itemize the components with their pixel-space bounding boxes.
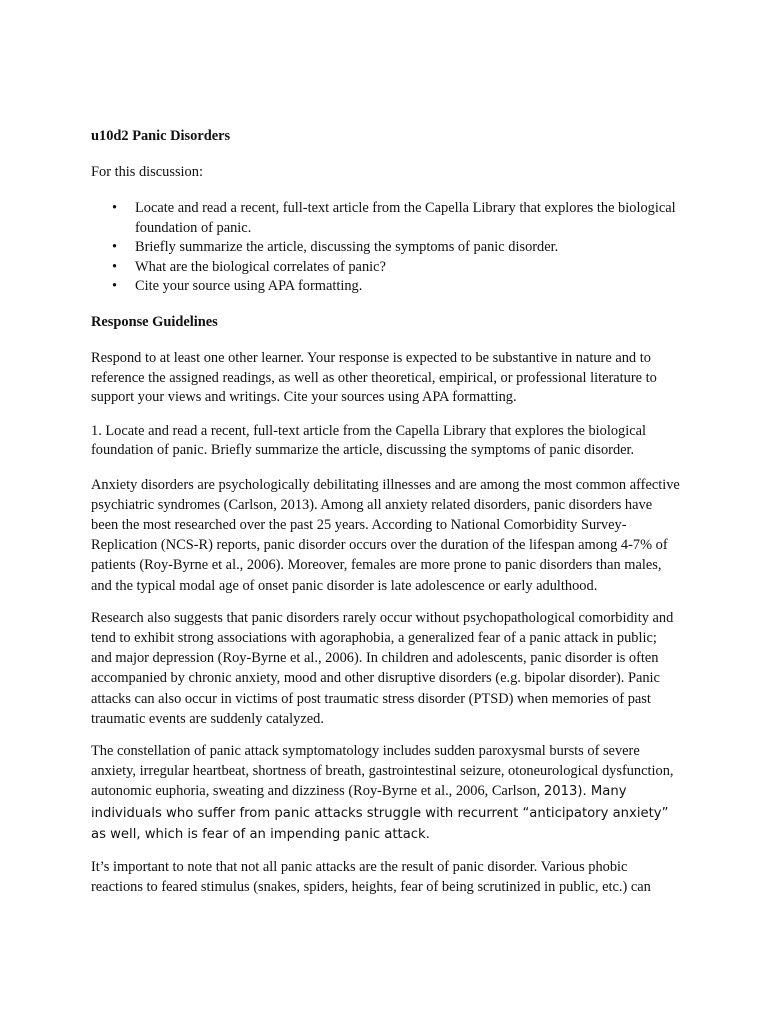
bullet-icon: • [112, 258, 118, 275]
list-item-text: Briefly summarize the article, discussing the symptoms of panic disorder. [135, 239, 559, 255]
intro-text: For this discussion: [91, 163, 203, 180]
bullet-icon: • [112, 278, 118, 294]
response-guidelines-heading: Response Guidelines [91, 313, 218, 330]
paragraph-symptomatology [91, 741, 681, 845]
document-page [91, 127, 681, 909]
bullet-icon: • [112, 239, 118, 255]
list-item [91, 277, 681, 297]
symptomatology-sans-text: 2013). Many individuals who suffer from panic attacks struggle with recurrent “anticipatory anxiety” as well, which is fear of an impending panic attack. [91, 784, 669, 842]
bullet-icon: • [112, 200, 118, 216]
requirements-list [91, 199, 681, 297]
list-item [91, 258, 681, 278]
list-item-text: What are the biological correlates of panic? [135, 258, 386, 275]
list-item-text: Locate and read a recent, full-text article from the Capella Library that explores the biological foundation of panic. [135, 200, 676, 236]
question-1-text: 1. Locate and read a recent, full-text article from the Capella Library that explores the biological foundation of panic. Briefly summarize the article, discussing the symptoms of panic disorder. [91, 422, 646, 458]
list-item [91, 238, 681, 258]
paragraph-anxiety-disorders: Anxiety disorders are psychologically debilitating illnesses and are among the most common affective psychiatric syndromes (Carlson, 2013). Among all anxiety related disorders, panic disorders have been the most researched over the past 25 years. According to National Comorbidity Survey-Replication (NCS-R) reports, panic disorder occurs over the duration of the lifespan among 4-7% of patients (Roy-Byrne et al., 2006). Moreover, females are more prone to panic disorders than males, and the typical modal age of onset panic disorder is late adolescence or early adulthood. [91, 476, 680, 594]
list-item [91, 199, 681, 238]
list-item-text: Cite your source using APA formatting. [135, 278, 363, 294]
document-title: u10d2 Panic Disorders [91, 128, 231, 144]
paragraph-research-comorbidity: Research also suggests that panic disorders rarely occur without psychopathological comorbidity and tend to exhibit strong associations with agoraphobia, a generalized fear of a panic attack in public; and major depression (Roy-Byrne et al., 2006). In children and adolescents, panic disorder is often accompanied by chronic anxiety, mood and other disruptive disorders (e.g. bipolar disorder). Panic attacks can also occur in victims of post traumatic stress disorder (PTSD) when memories of past traumatic events are suddenly catalyzed. [91, 609, 674, 727]
paragraph-phobic-reactions: It’s important to note that not all panic attacks are the result of panic disorder. Various phobic reactions to feared stimulus (snakes, spiders, heights, fear of being scrutinized in public, etc.) can [91, 858, 651, 896]
response-guidelines-text: Respond to at least one other learner. Your response is expected to be substantive in nature and to reference the assigned readings, as well as other theoretical, empirical, or professional literature to support your views and writings. Cite your sources using APA formatting. [91, 350, 657, 405]
symptomatology-serif-text: The constellation of panic attack symptomatology includes sudden paroxysmal bursts of severe anxiety, irregular heartbeat, shortness of breath, gastrointestinal seizure, otoneurological dysfunction, autonomic euphoria, sweating and dizziness (Roy-Byrne et al., 2006, Carlson, [91, 742, 674, 800]
